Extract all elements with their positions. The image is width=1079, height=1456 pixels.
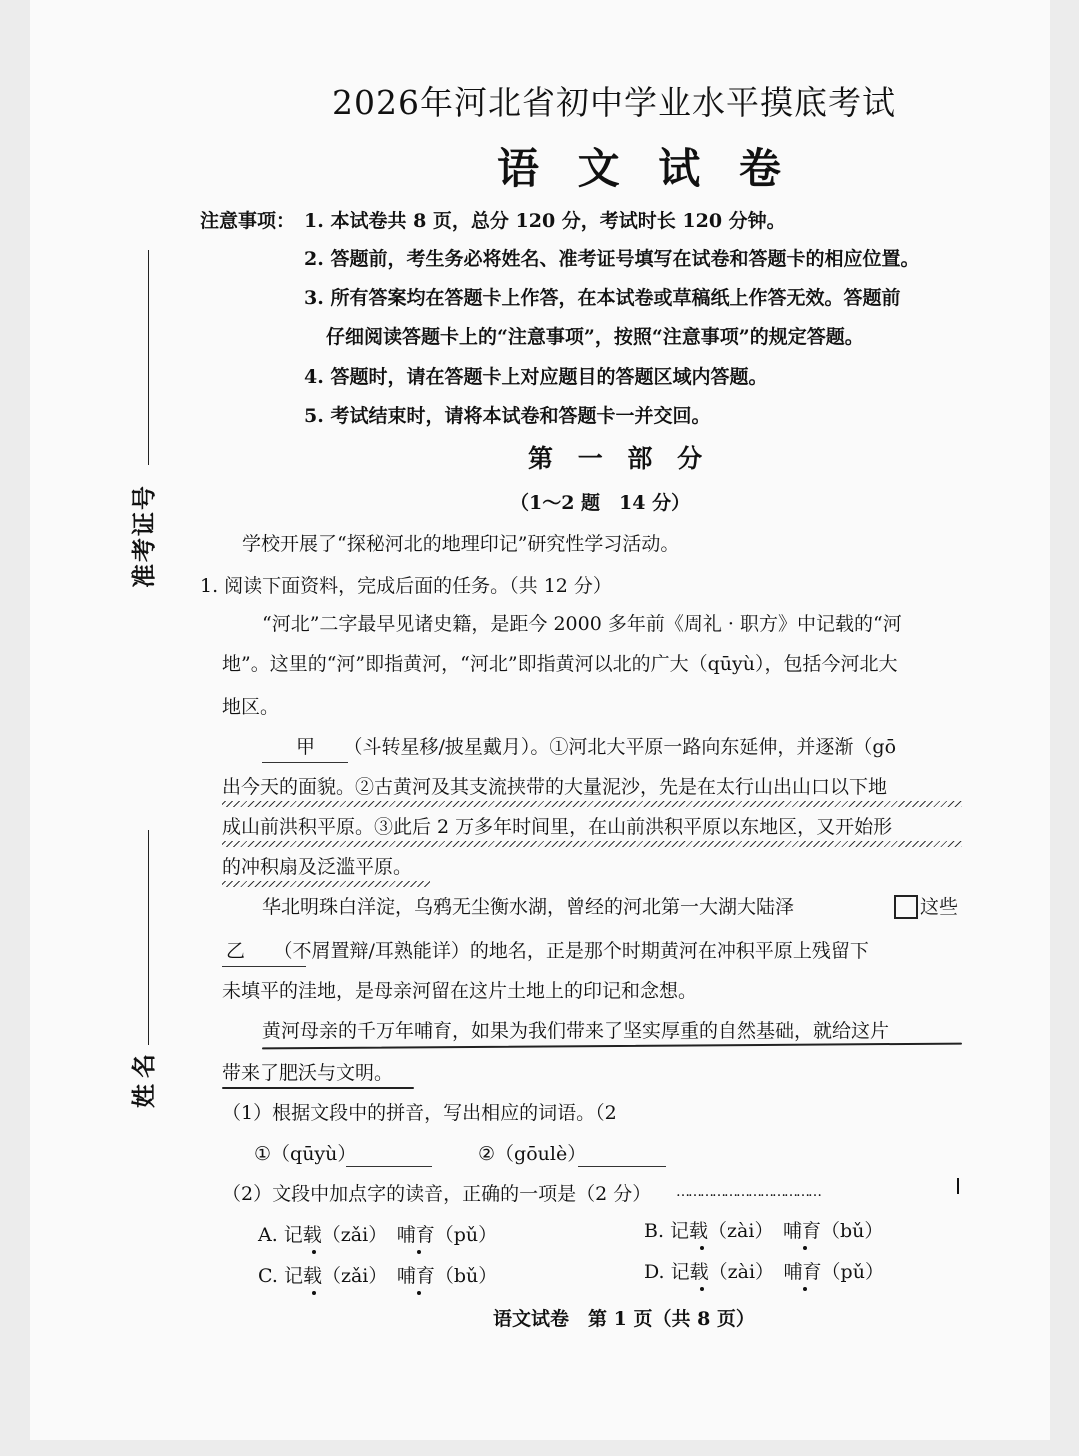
passage-line-10: 未填平的洼地，是母亲河留在这片土地上的印记和念想。 xyxy=(222,980,698,1002)
passage-line-8-end: 这些 xyxy=(920,896,959,918)
exam-title: 2026年河北省初中学业水平摸底考试 xyxy=(332,83,896,122)
emphasis-dot xyxy=(803,1246,807,1250)
sub2-stem: （2）文段中加点字的读音，正确的一项是（2 分） xyxy=(222,1183,652,1205)
q1-stem: 1. 阅读下面资料，完成后面的任务。（共 12 分） xyxy=(200,575,612,597)
notice-item-2: 2. 答题前，考生务必将姓名、准考证号填写在试卷和答题卡的相应位置。 xyxy=(304,248,920,270)
notice-item-4: 4. 答题时，请在答题卡上对应题目的答题区域内答题。 xyxy=(304,366,768,388)
passage-line-4: 甲 （斗转星移/披星戴月）。①河北大平原一路向东延伸，并逐渐（gō xyxy=(296,736,897,758)
notice-item-1: 1. 本试卷共 8 页，总分 120 分，考试时长 120 分钟。 xyxy=(304,210,786,232)
wavy-underline-3 xyxy=(222,881,430,887)
passage-line-9: 乙 （不屑置辩/耳熟能详）的地名，正是那个时期黄河在冲积平原上残留下 xyxy=(226,940,869,962)
passage-line-1: “河北”二字最早见诸史籍，是距今 2000 多年前《周礼 · 职方》中记载的“河 xyxy=(262,613,902,635)
passage-line-2: 地”。这里的“河”即指黄河，“河北”即指黄河以北的广大（qūyù），包括今河北大 xyxy=(222,653,898,675)
wavy-underline-1 xyxy=(222,801,962,807)
passage-line-5: 出今天的面貌。②古黄河及其支流挟带的大量泥沙，先是在太行山出山口以下地 xyxy=(222,776,888,798)
passage-line-6: 成山前洪积平原。③此后 2 万多年时间里，在山前洪积平原以东地区，又开始形 xyxy=(222,816,893,838)
answer-bracket xyxy=(957,1178,959,1194)
emphasis-dot xyxy=(417,1250,421,1254)
emphasis-dot xyxy=(700,1287,704,1291)
option-a[interactable]: A. 记载（zǎi） 哺育（pǔ） xyxy=(258,1224,498,1246)
emphasis-dot xyxy=(803,1287,807,1291)
sub2-leader: ……………………………… xyxy=(676,1184,820,1200)
notice-item-3: 3. 所有答案均在答题卡上作答，在本试卷或草稿纸上作答无效。答题前 xyxy=(304,287,901,309)
sub1-answer-line-b[interactable] xyxy=(578,1166,666,1167)
section-intro: 学校开展了“探秘河北的地理印记”研究性学习活动。 xyxy=(242,533,680,555)
sub1-stem: （1）根据文段中的拼音，写出相应的词语。（2 xyxy=(222,1102,617,1124)
section-title: 第 一 部 分 xyxy=(528,444,711,473)
passage-line-3: 地区。 xyxy=(222,696,280,718)
subject-title: 语 文 试 卷 xyxy=(497,144,793,193)
emphasis-dot xyxy=(417,1291,421,1295)
sub1-item-b: ②（gōulè） xyxy=(478,1143,587,1165)
sub1-answer-line-a[interactable] xyxy=(346,1166,432,1167)
option-c[interactable]: C. 记载（zǎi） 哺育（bǔ） xyxy=(258,1265,498,1287)
page-footer: 语文试卷 第 1 页（共 8 页） xyxy=(493,1308,755,1330)
option-b[interactable]: B. 记载（zài） 哺育（bǔ） xyxy=(644,1220,884,1242)
passage-line-11: 黄河母亲的千万年哺育，如果为我们带来了坚实厚重的自然基础，就给这片 xyxy=(262,1020,890,1042)
notice-heading: 注意事项： xyxy=(200,210,296,232)
binding-line-exam-no xyxy=(148,250,149,465)
passage-line-8: 华北明珠白洋淀，乌鸦无尘衡水湖，曾经的河北第一大湖大陆泽 xyxy=(262,896,795,918)
exam-no-label: 准考证号 xyxy=(129,484,158,588)
emphasis-dot xyxy=(700,1246,704,1250)
blank-a-line xyxy=(262,762,348,763)
notice-item-3-cont: 仔细阅读答题卡上的“注意事项”，按照“注意事项”的规定答题。 xyxy=(326,326,864,348)
sub1-item-a: ①（qūyù） xyxy=(254,1143,357,1165)
name-label: 姓名 xyxy=(129,1048,158,1108)
notice-item-5: 5. 考试结束时，请将本试卷和答题卡一并交回。 xyxy=(304,405,711,427)
punctuation-box xyxy=(894,895,918,919)
option-d[interactable]: D. 记载（zài） 哺育（pǔ） xyxy=(644,1261,884,1283)
wavy-underline-2 xyxy=(222,841,962,847)
passage-line-12: 带来了肥沃与文明。 xyxy=(222,1062,394,1084)
emphasis-dot xyxy=(312,1250,316,1254)
handwritten-underline-2 xyxy=(222,1087,414,1089)
section-range: （1～2 题 14 分） xyxy=(510,492,691,514)
emphasis-dot xyxy=(312,1291,316,1295)
binding-line-name xyxy=(148,830,149,1045)
passage-line-7: 的冲积扇及泛滥平原。 xyxy=(222,856,413,878)
blank-b-line xyxy=(222,966,306,967)
